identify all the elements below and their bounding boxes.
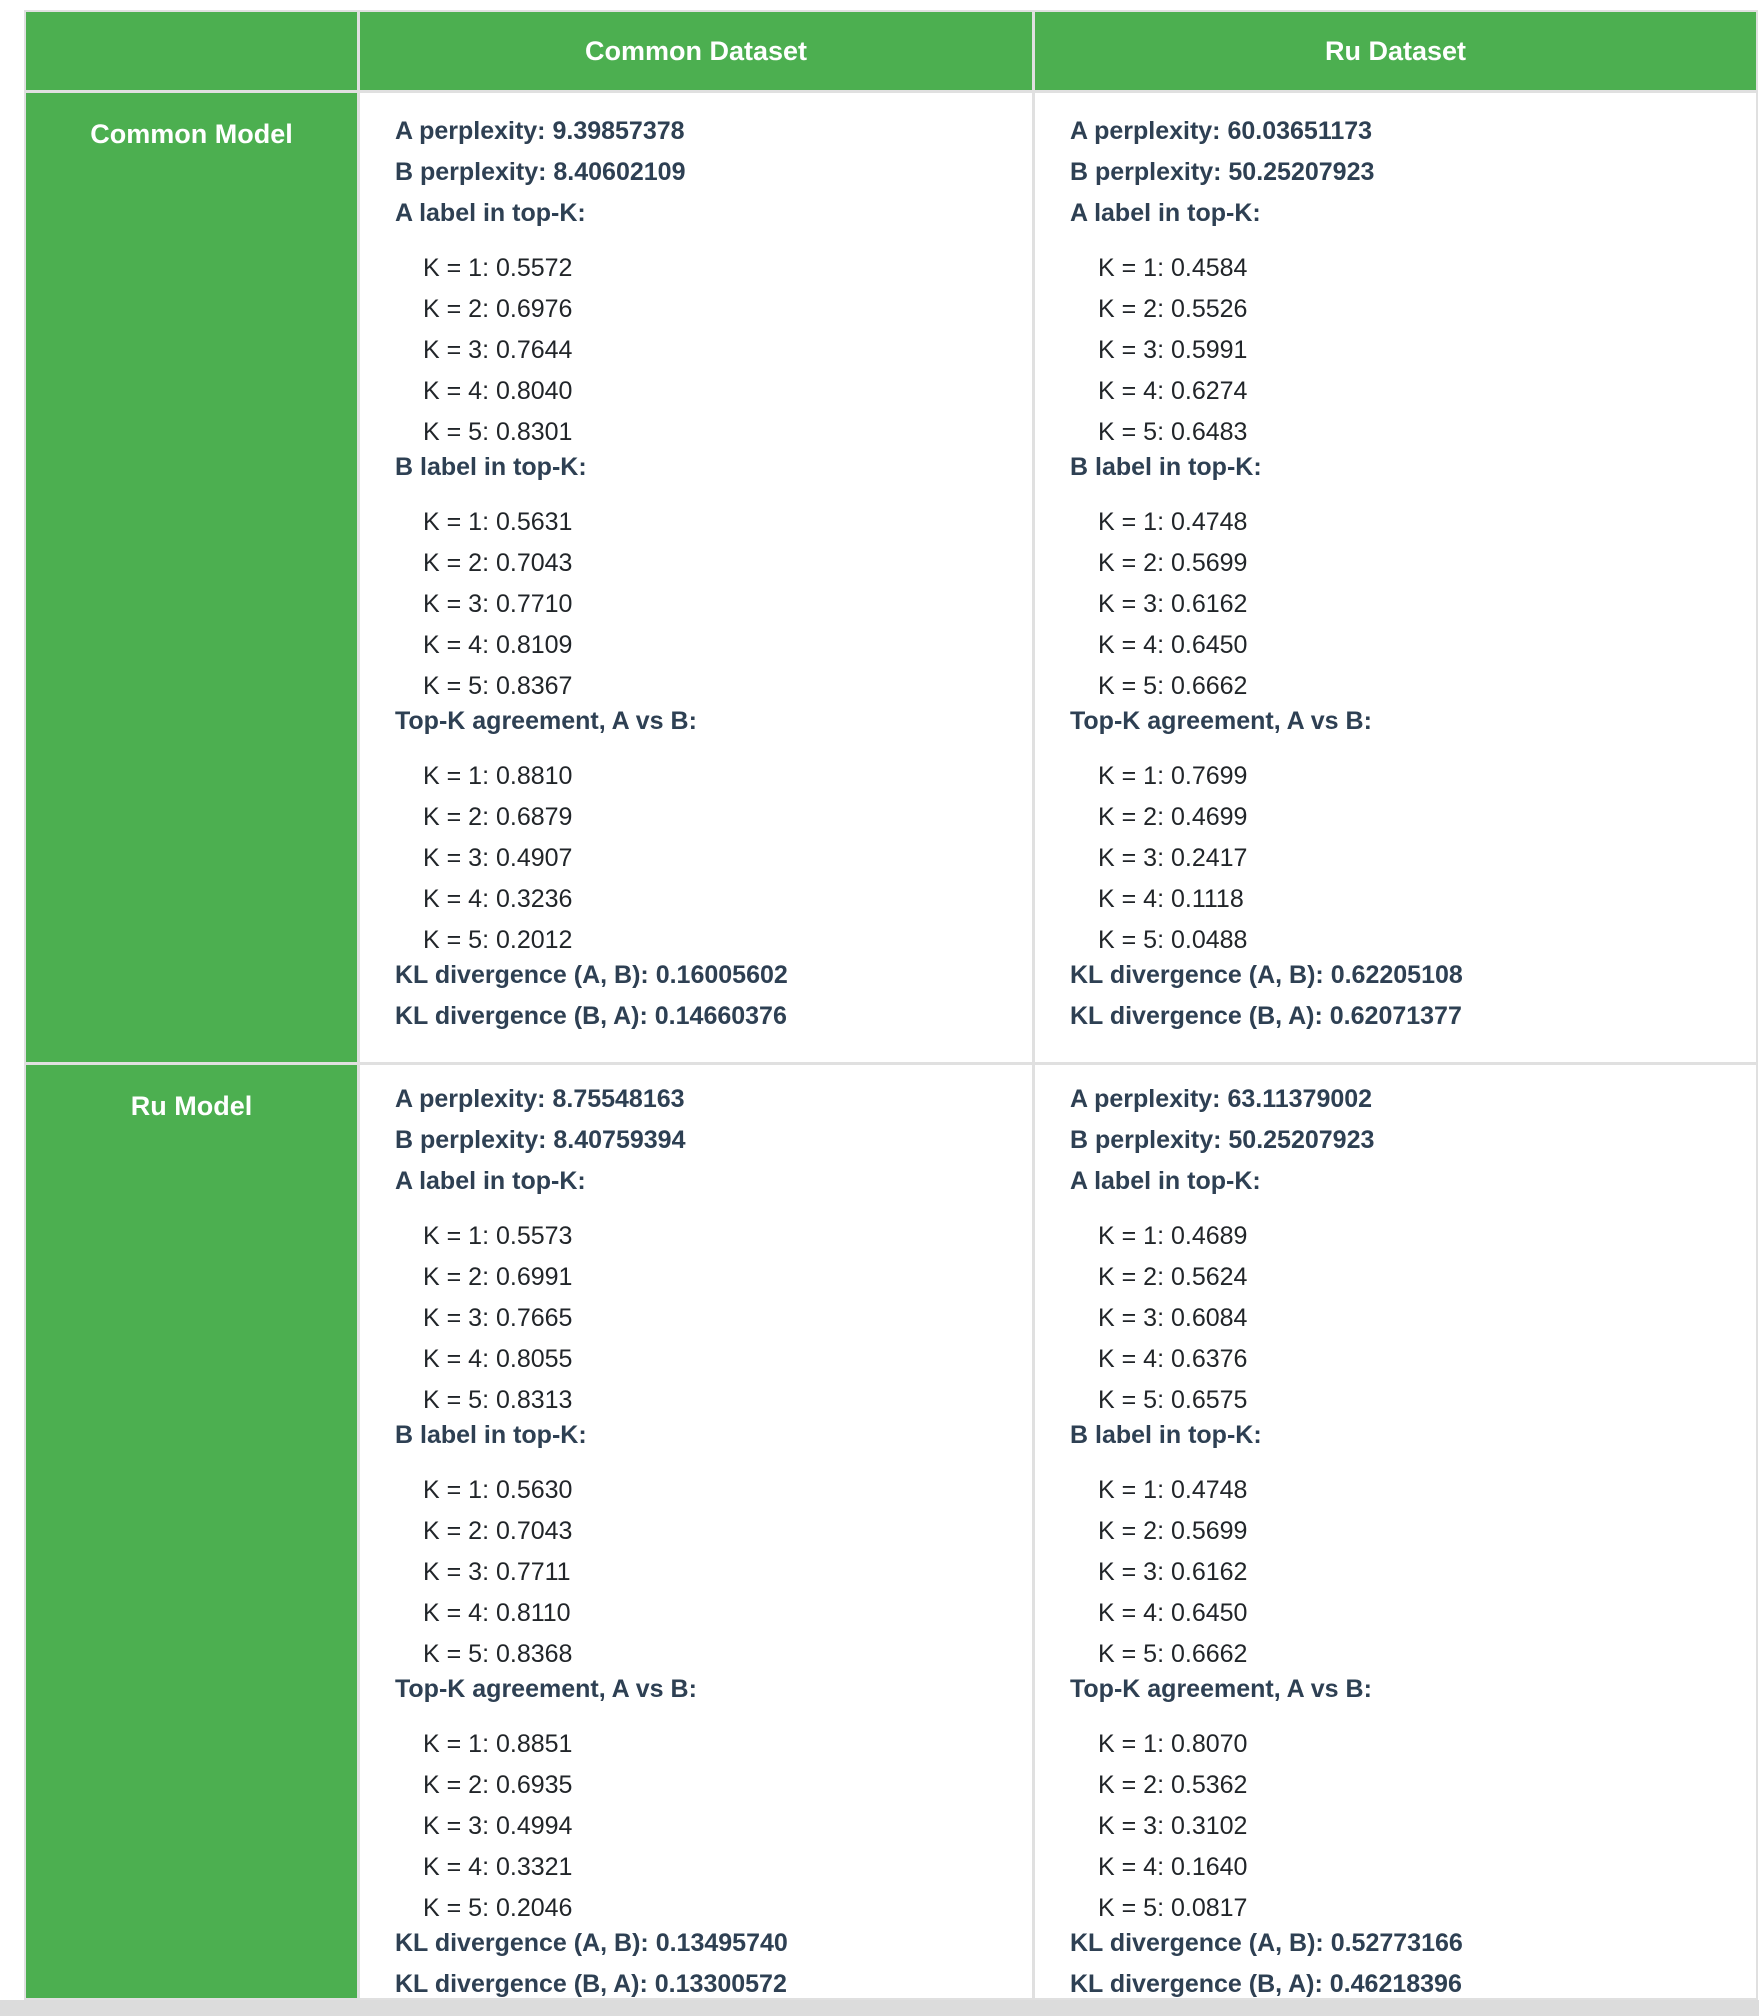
b-perplexity-line [395,1120,1012,1161]
topk-agreement-list [1070,1724,1736,1929]
b-label-topk-heading: B label in top-K: [1070,453,1262,481]
k-value-line: K = 2: 0.6976 [423,295,573,323]
topk-agreement-list [395,756,1012,961]
kl-ab-label: KL divergence (A, B): [1070,961,1324,989]
a-perplexity-label: A perplexity: [395,117,546,145]
k-value-line: K = 3: 0.3102 [1098,1812,1248,1840]
row-header-common-model: Common Model [26,93,357,1062]
kl-ab-line [1070,955,1736,996]
k-value-line: K = 4: 0.8055 [423,1345,573,1373]
kl-ab-value: 0.62205108 [1330,961,1463,989]
k-value-line: K = 1: 0.5630 [423,1476,573,1504]
topk-agreement-heading: Top-K agreement, A vs B: [1070,1675,1372,1703]
a-perplexity-line [1070,111,1736,152]
k-value-line: K = 5: 0.8367 [423,672,573,700]
k-value-line: K = 5: 0.6662 [1098,672,1248,700]
k-value-line: K = 1: 0.8810 [423,762,573,790]
metrics-cell-common-model-ru-dataset [1035,93,1756,1062]
k-value-line: K = 3: 0.7644 [423,336,573,364]
kl-ba-value: 0.62071377 [1329,1002,1462,1030]
k-value-line: K = 4: 0.1640 [1098,1853,1248,1881]
kl-ba-value: 0.14660376 [654,1002,787,1030]
k-value-line: K = 4: 0.6376 [1098,1345,1248,1373]
b-perplexity-value: 50.25207923 [1228,158,1375,186]
a-label-topk-heading: A label in top-K: [1070,1167,1261,1195]
topk-agreement-list [395,1724,1012,1929]
k-value-line: K = 2: 0.6991 [423,1263,573,1291]
k-value-line: K = 3: 0.2417 [1098,844,1248,872]
k-value-line: K = 5: 0.8368 [423,1640,573,1668]
k-value-line: K = 3: 0.5991 [1098,336,1248,364]
kl-ab-label: KL divergence (A, B): [395,961,649,989]
k-value-line: K = 4: 0.1118 [1098,885,1244,913]
a-perplexity-line [395,111,1012,152]
metrics-cell-ru-model-ru-dataset [1035,1065,1756,1998]
b-label-topk-list [395,502,1012,707]
kl-ab-value: 0.52773166 [1330,1929,1463,1957]
k-value-line: K = 5: 0.0817 [1098,1894,1248,1922]
k-value-line: K = 4: 0.3236 [423,885,573,913]
a-label-topk-heading: A label in top-K: [395,199,586,227]
k-value-line: K = 4: 0.8040 [423,377,573,405]
a-label-topk-list [1070,248,1736,453]
a-perplexity-label: A perplexity: [1070,117,1221,145]
row-header-ru-model: Ru Model [26,1065,357,1998]
k-value-line: K = 3: 0.7710 [423,590,573,618]
k-value-line: K = 4: 0.8110 [423,1599,571,1627]
a-perplexity-value: 63.11379002 [1227,1085,1373,1113]
k-value-line: K = 2: 0.7043 [423,1517,573,1545]
results-table [24,10,1758,2000]
kl-ba-value: 0.46218396 [1329,1970,1462,1998]
a-perplexity-value: 9.39857378 [552,117,685,145]
b-perplexity-label: B perplexity: [395,158,547,186]
a-perplexity-label: A perplexity: [1070,1085,1221,1113]
kl-ba-line [395,996,1012,1037]
kl-ba-label: KL divergence (B, A): [1070,1002,1323,1030]
k-value-line: K = 2: 0.5699 [1098,1517,1248,1545]
a-perplexity-label: A perplexity: [395,1085,546,1113]
k-value-line: K = 2: 0.5624 [1098,1263,1248,1291]
a-label-topk-list [395,1216,1012,1421]
k-value-line: K = 1: 0.7699 [1098,762,1248,790]
b-perplexity-value: 8.40759394 [553,1126,686,1154]
k-value-line: K = 4: 0.6274 [1098,377,1248,405]
k-value-line: K = 5: 0.6483 [1098,418,1248,446]
b-label-topk-list [1070,1470,1736,1675]
a-label-topk-heading: A label in top-K: [395,1167,586,1195]
k-value-line: K = 5: 0.2012 [423,926,573,954]
k-value-line: K = 1: 0.5573 [423,1222,573,1250]
kl-ba-label: KL divergence (B, A): [1070,1970,1323,1998]
kl-ba-line [1070,996,1736,1037]
k-value-line: K = 1: 0.8070 [1098,1730,1248,1758]
k-value-line: K = 2: 0.5699 [1098,549,1248,577]
corner-cell [26,12,357,90]
topk-agreement-heading: Top-K agreement, A vs B: [395,1675,697,1703]
topk-agreement-heading: Top-K agreement, A vs B: [395,707,697,735]
k-value-line: K = 1: 0.4584 [1098,254,1248,282]
b-label-topk-list [1070,502,1736,707]
topk-agreement-heading: Top-K agreement, A vs B: [1070,707,1372,735]
k-value-line: K = 1: 0.4689 [1098,1222,1248,1250]
kl-ab-value: 0.13495740 [655,1929,788,1957]
kl-ba-value: 0.13300572 [654,1970,787,1998]
b-label-topk-list [395,1470,1012,1675]
k-value-line: K = 5: 0.8313 [423,1386,573,1414]
k-value-line: K = 3: 0.6162 [1098,1558,1248,1586]
k-value-line: K = 3: 0.4994 [423,1812,573,1840]
kl-ba-line [395,1964,1012,1998]
kl-ba-line [1070,1964,1736,1998]
k-value-line: K = 5: 0.6575 [1098,1386,1248,1414]
kl-ab-line [1070,1923,1736,1964]
a-perplexity-value: 8.75548163 [552,1085,685,1113]
metrics-cell-ru-model-common-dataset [360,1065,1032,1998]
k-value-line: K = 2: 0.5362 [1098,1771,1248,1799]
topk-agreement-list [1070,756,1736,961]
a-perplexity-value: 60.03651173 [1227,117,1373,145]
b-perplexity-line [395,152,1012,193]
kl-ab-line [395,955,1012,996]
k-value-line: K = 1: 0.8851 [423,1730,573,1758]
b-perplexity-label: B perplexity: [395,1126,547,1154]
k-value-line: K = 2: 0.6935 [423,1771,573,1799]
a-perplexity-line [1070,1079,1736,1120]
b-perplexity-label: B perplexity: [1070,1126,1222,1154]
column-header-ru-dataset: Ru Dataset [1035,12,1756,90]
k-value-line: K = 3: 0.7711 [423,1558,571,1586]
b-perplexity-value: 8.40602109 [553,158,686,186]
kl-ab-label: KL divergence (A, B): [395,1929,649,1957]
k-value-line: K = 3: 0.4907 [423,844,573,872]
column-header-common-dataset: Common Dataset [360,12,1032,90]
a-label-topk-heading: A label in top-K: [1070,199,1261,227]
b-perplexity-line [1070,152,1736,193]
k-value-line: K = 2: 0.7043 [423,549,573,577]
k-value-line: K = 2: 0.5526 [1098,295,1248,323]
kl-ab-label: KL divergence (A, B): [1070,1929,1324,1957]
k-value-line: K = 4: 0.8109 [423,631,573,659]
k-value-line: K = 3: 0.7665 [423,1304,573,1332]
a-label-topk-list [1070,1216,1736,1421]
k-value-line: K = 5: 0.8301 [423,418,573,446]
a-perplexity-line [395,1079,1012,1120]
b-label-topk-heading: B label in top-K: [395,453,587,481]
k-value-line: K = 1: 0.4748 [1098,508,1248,536]
b-label-topk-heading: B label in top-K: [395,1421,587,1449]
k-value-line: K = 4: 0.6450 [1098,631,1248,659]
b-perplexity-line [1070,1120,1736,1161]
kl-ba-label: KL divergence (B, A): [395,1002,648,1030]
k-value-line: K = 5: 0.2046 [423,1894,573,1922]
k-value-line: K = 2: 0.6879 [423,803,573,831]
k-value-line: K = 1: 0.4748 [1098,1476,1248,1504]
k-value-line: K = 3: 0.6084 [1098,1304,1248,1332]
b-label-topk-heading: B label in top-K: [1070,1421,1262,1449]
k-value-line: K = 4: 0.3321 [423,1853,573,1881]
k-value-line: K = 3: 0.6162 [1098,590,1248,618]
kl-ab-line [395,1923,1012,1964]
k-value-line: K = 1: 0.5572 [423,254,573,282]
metrics-cell-common-model-common-dataset [360,93,1032,1062]
k-value-line: K = 5: 0.0488 [1098,926,1248,954]
b-perplexity-label: B perplexity: [1070,158,1222,186]
page-bottom-strip [0,2000,1759,2016]
k-value-line: K = 4: 0.6450 [1098,1599,1248,1627]
b-perplexity-value: 50.25207923 [1228,1126,1375,1154]
a-label-topk-list [395,248,1012,453]
k-value-line: K = 1: 0.5631 [423,508,573,536]
k-value-line: K = 5: 0.6662 [1098,1640,1248,1668]
k-value-line: K = 2: 0.4699 [1098,803,1248,831]
kl-ab-value: 0.16005602 [655,961,788,989]
kl-ba-label: KL divergence (B, A): [395,1970,648,1998]
